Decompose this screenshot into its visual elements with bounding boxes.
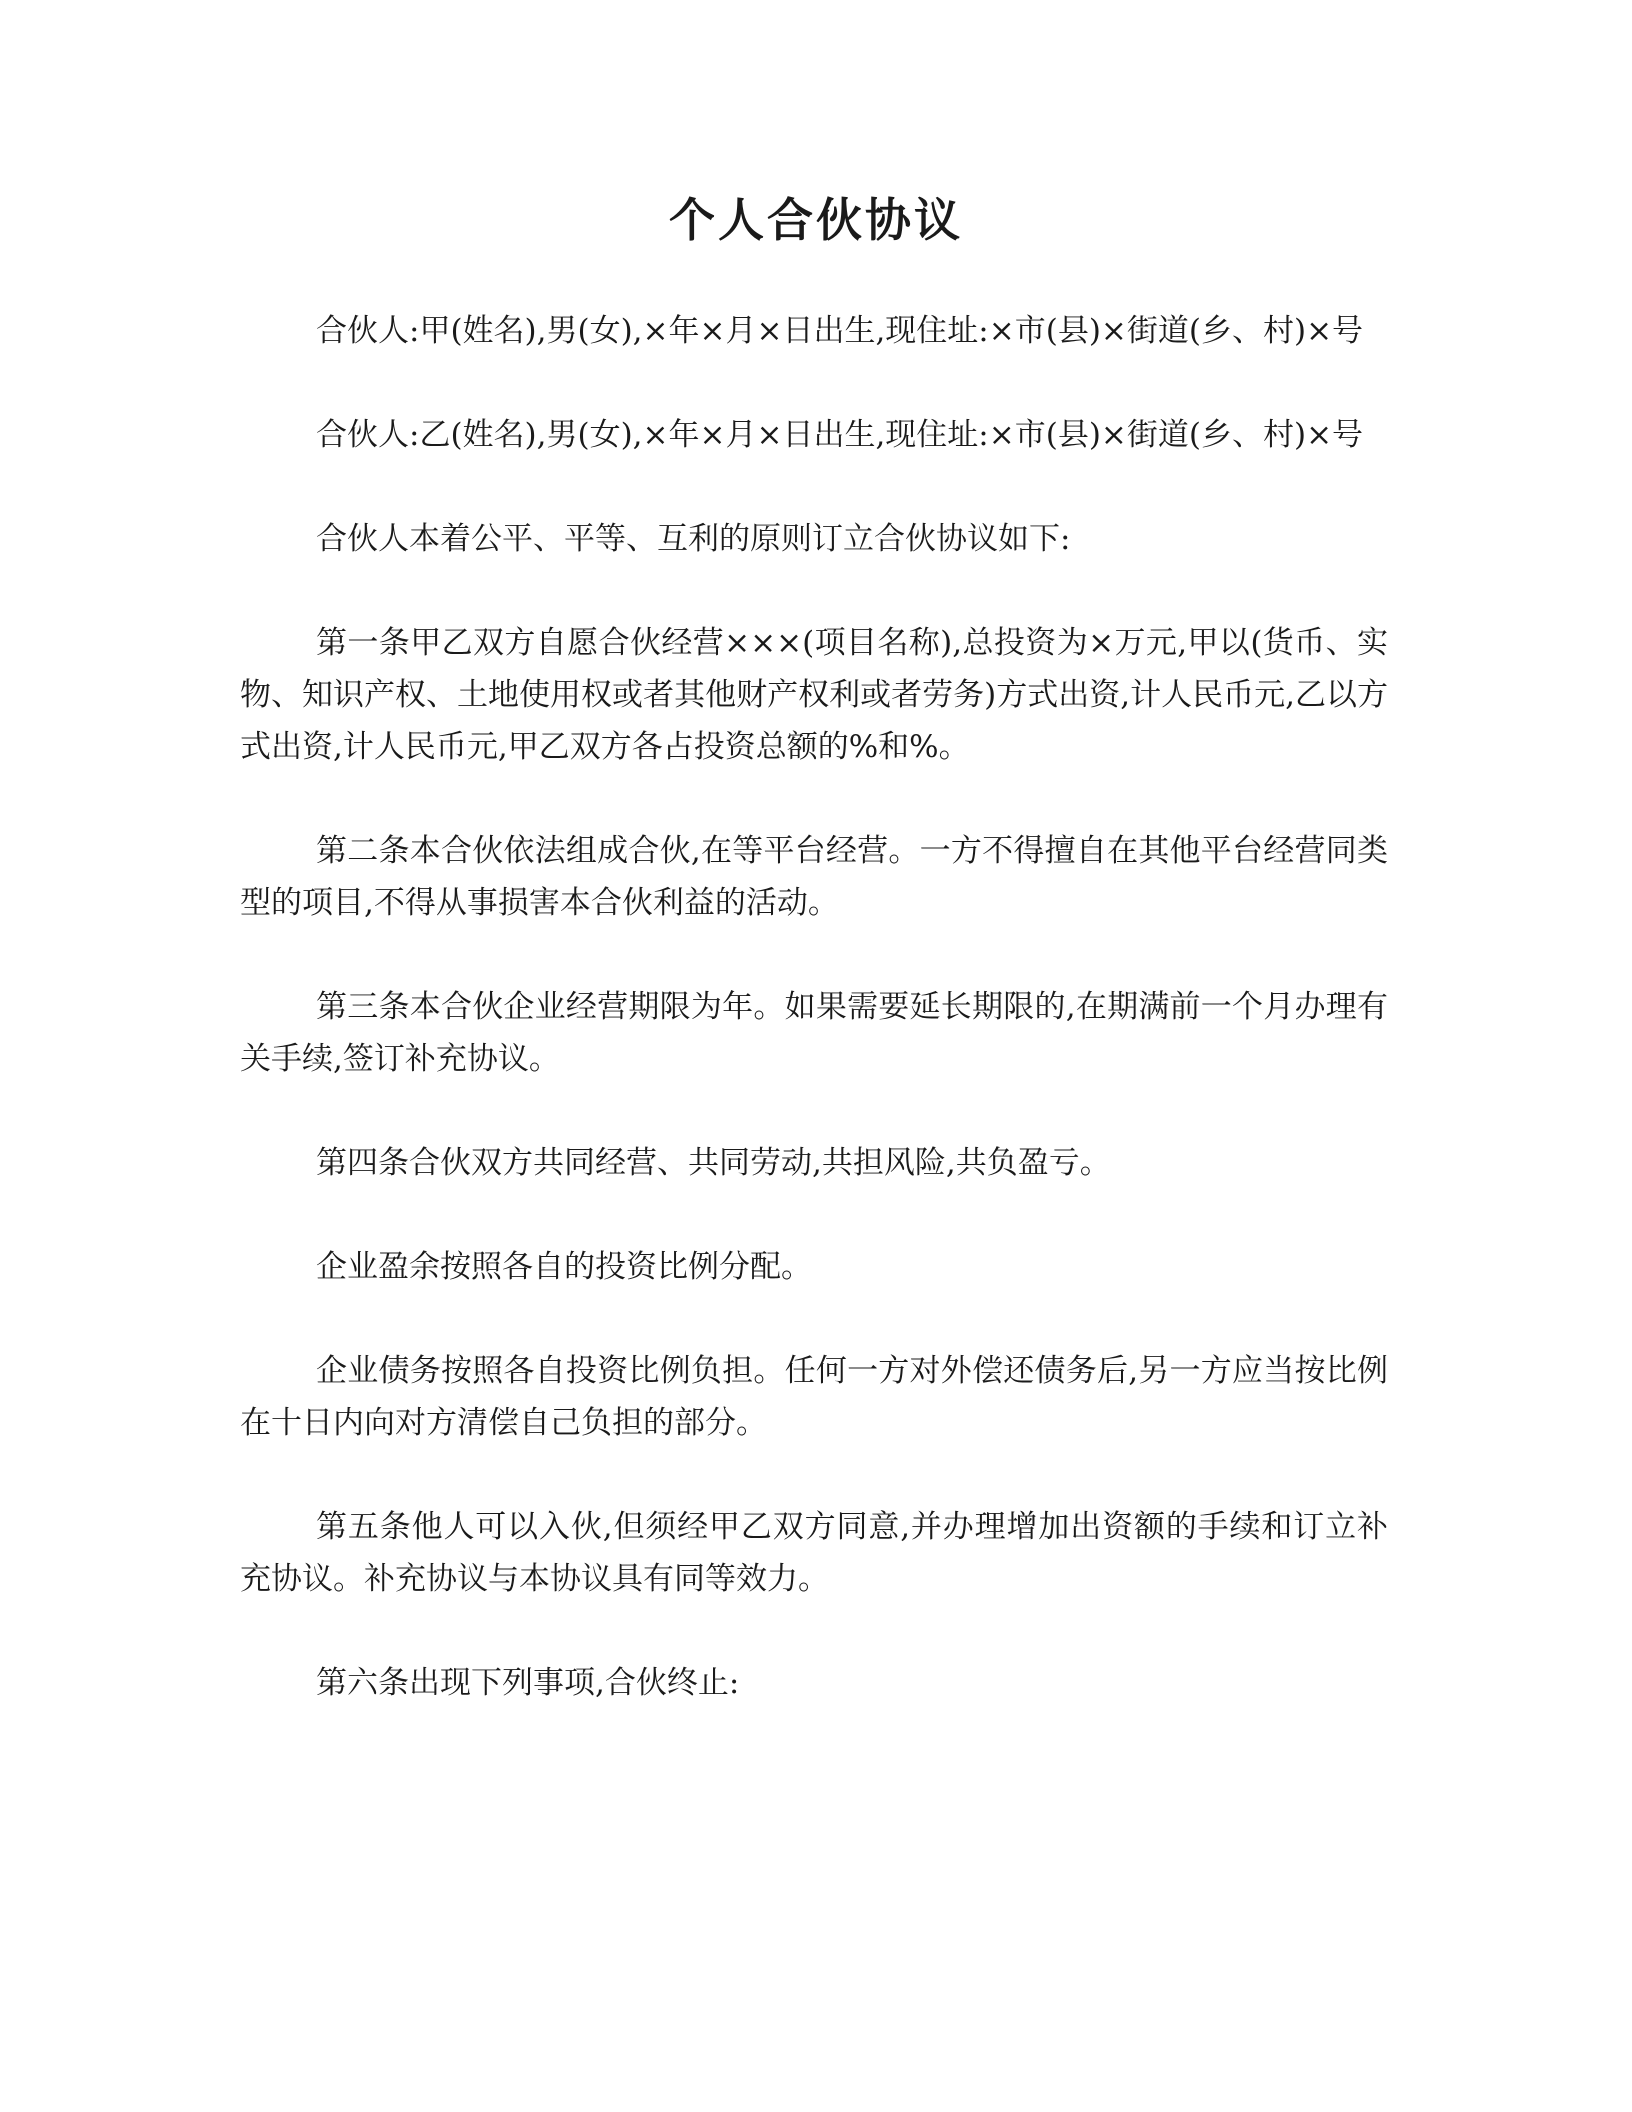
paragraph-partner-b: 合伙人:乙(姓名),男(女),×年×月×日出生,现住址:×市(县)×街道(乡、村)×号 <box>316 417 1364 453</box>
paragraph-article-4: 第四条合伙双方共同经营、共同劳动,共担风险,共负盈亏。 <box>316 1145 1111 1181</box>
document-body <box>240 305 1388 1761</box>
paragraph-debt-liability: 企业债务按照各自投资比例负担。任何一方对外偿还债务后,另一方应当按比例在十日内向对方清偿自己负担的部分。 <box>240 1353 1388 1441</box>
paragraph-preamble: 合伙人本着公平、平等、互利的原则订立合伙协议如下: <box>316 521 1071 557</box>
paragraph-article-6: 第六条出现下列事项,合伙终止: <box>316 1665 740 1701</box>
paragraph-article-5: 第五条他人可以入伙,但须经甲乙双方同意,并办理增加出资额的手续和订立补充协议。补充协议与本协议具有同等效力。 <box>240 1509 1388 1597</box>
paragraph-partner-a: 合伙人:甲(姓名),男(女),×年×月×日出生,现住址:×市(县)×街道(乡、村)×号 <box>316 313 1364 349</box>
paragraph-article-2: 第二条本合伙依法组成合伙,在等平台经营。一方不得擅自在其他平台经营同类型的项目,不得从事损害本合伙利益的活动。 <box>240 833 1388 921</box>
document-title: 个人合伙协议 <box>669 193 963 247</box>
paragraph-profit-distribution: 企业盈余按照各自的投资比例分配。 <box>316 1249 812 1285</box>
paragraph-article-1: 第一条甲乙双方自愿合伙经营×××(项目名称),总投资为×万元,甲以(货币、实物、知识产权、土地使用权或者其他财产权利或者劳务)方式出资,计人民币元,乙以方式出资,计人民币元,甲乙双方各占投资总额的%和%。 <box>240 625 1388 765</box>
paragraph-article-3: 第三条本合伙企业经营期限为年。如果需要延长期限的,在期满前一个月办理有关手续,签订补充协议。 <box>240 989 1388 1077</box>
